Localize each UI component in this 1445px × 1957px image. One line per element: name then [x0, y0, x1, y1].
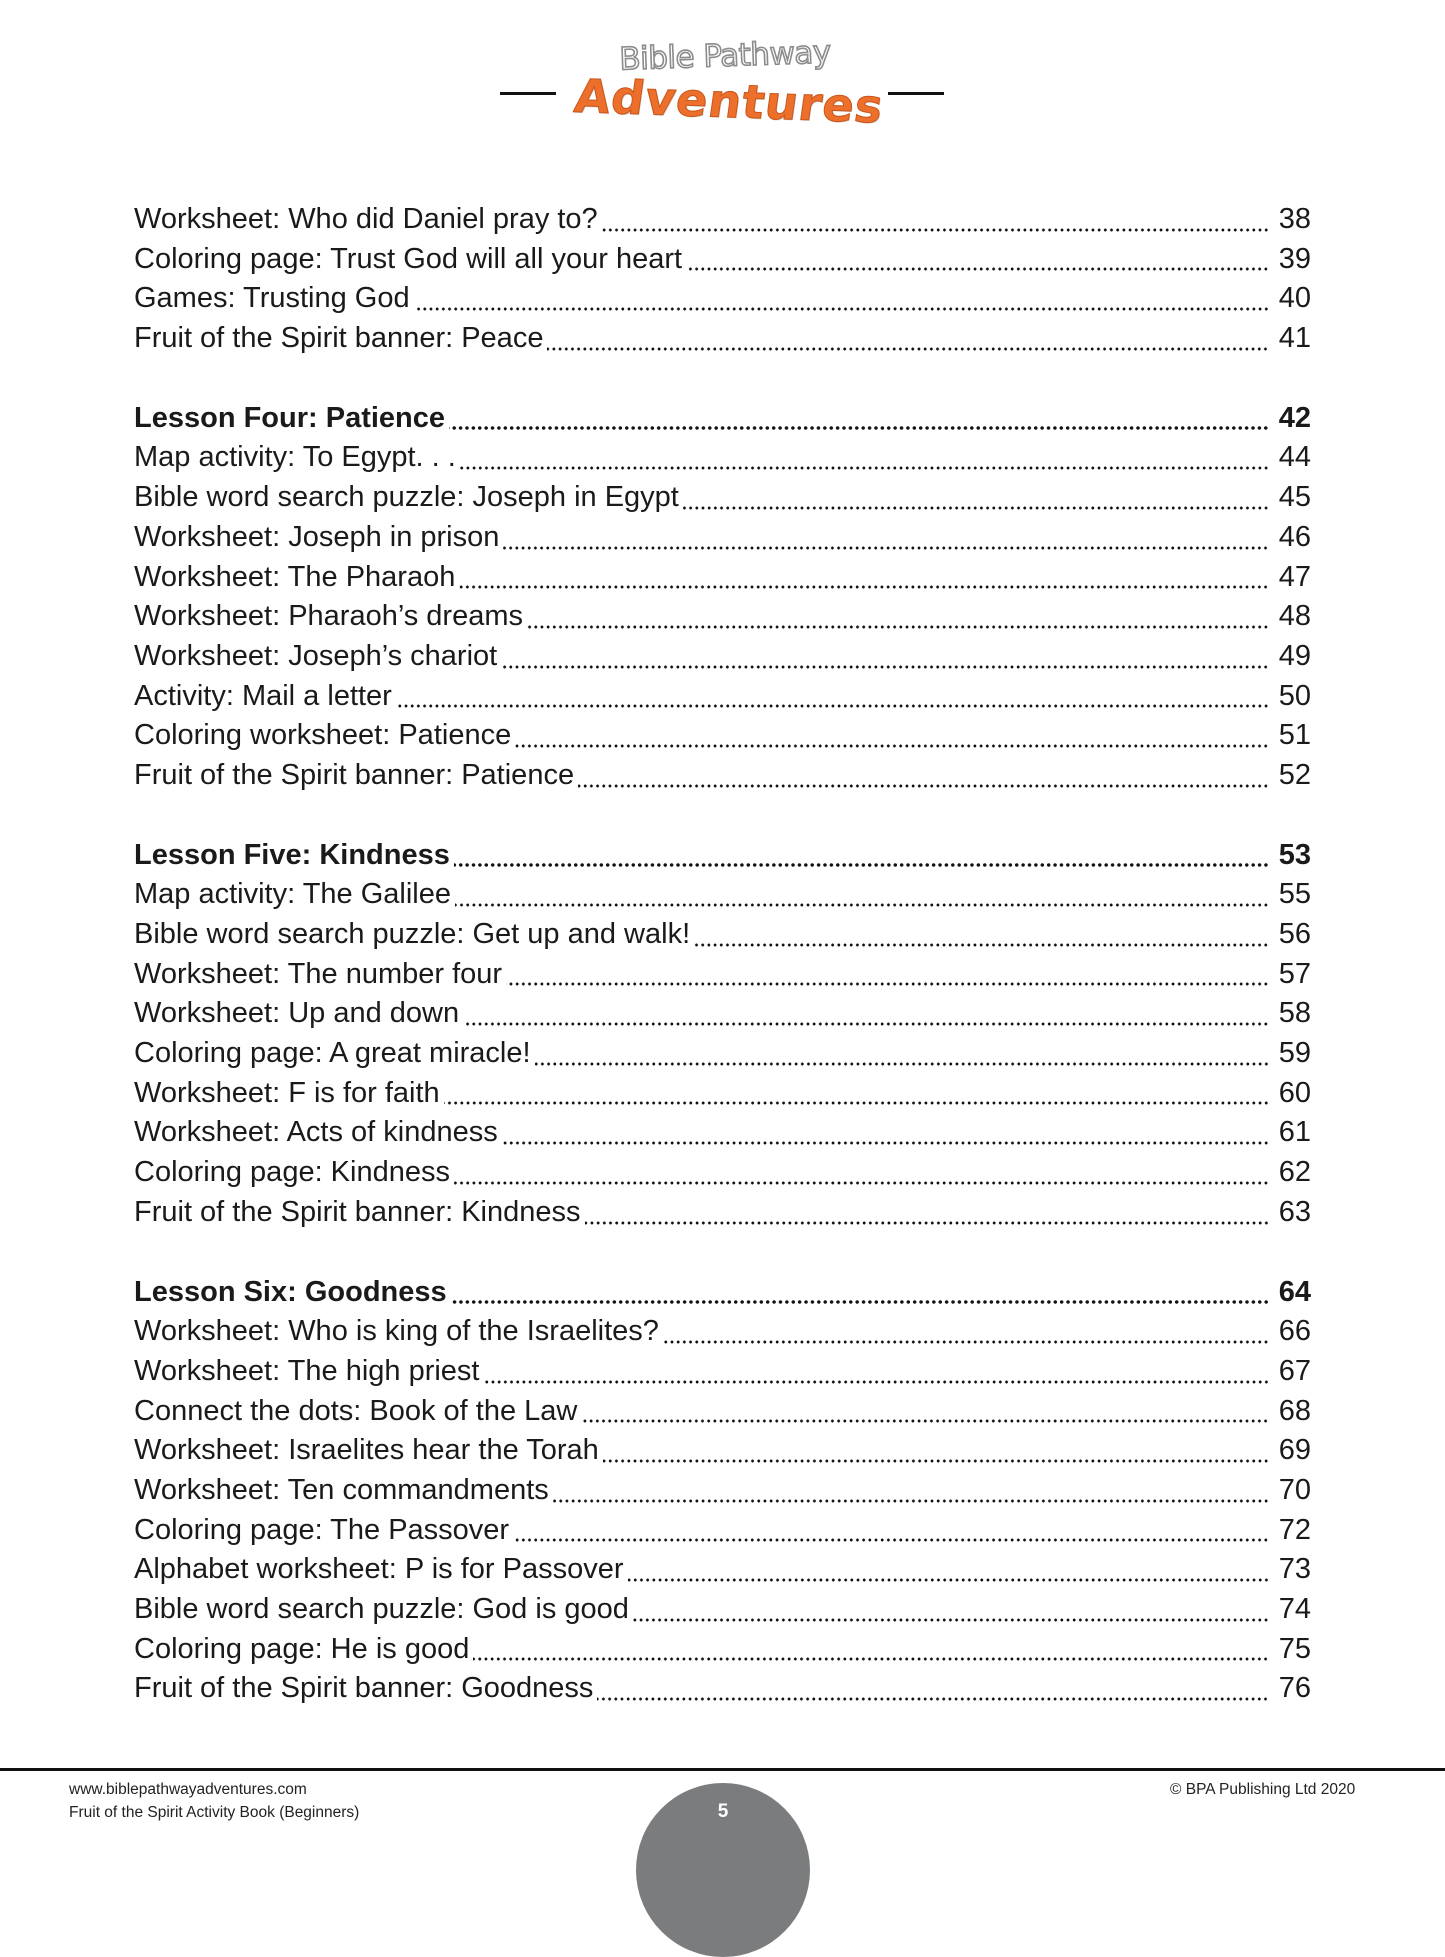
header-rule-left: [500, 92, 556, 95]
toc-entry-page: 74: [1278, 1593, 1311, 1625]
table-of-contents: [134, 200, 1311, 1709]
toc-entry[interactable]: [134, 1590, 1311, 1630]
toc-entry[interactable]: [134, 1352, 1311, 1392]
toc-entry-page: 52: [1278, 758, 1311, 791]
toc-entry-title: Worksheet: The Pharaoh: [134, 560, 456, 593]
toc-entry-page: 63: [1278, 1195, 1311, 1228]
dot-leader: [449, 426, 1269, 430]
toc-entry[interactable]: [134, 319, 1311, 359]
toc-entry[interactable]: [134, 716, 1311, 756]
toc-entry-title: Worksheet: Who is king of the Israelites?: [134, 1315, 659, 1348]
toc-entry[interactable]: [134, 438, 1311, 478]
toc-entry[interactable]: [134, 955, 1311, 995]
toc-entry-title: Worksheet: Pharaoh’s dreams: [134, 600, 524, 633]
toc-entry-page: 51: [1278, 719, 1311, 752]
dot-leader: [414, 307, 1269, 311]
toc-entry-title: Coloring page: Trust God will all your heart: [134, 242, 683, 275]
toc-entry[interactable]: [134, 1074, 1311, 1114]
toc-entry-title: Worksheet: Israelites hear the Torah: [134, 1434, 599, 1467]
toc-entry-title: Bible word search puzzle: Joseph in Egypt: [134, 481, 679, 514]
dot-leader: [463, 1022, 1269, 1026]
footer-copyright: © BPA Publishing Ltd 2020: [1170, 1781, 1356, 1798]
toc-entry-page: 41: [1278, 322, 1311, 355]
logo-text-top: Bible Pathway: [618, 34, 832, 78]
dot-leader: [444, 1101, 1269, 1105]
footer-rule: [0, 1768, 1445, 1771]
toc-entry-title: Coloring page: He is good: [134, 1632, 470, 1665]
dot-leader: [633, 1618, 1269, 1622]
toc-lesson-heading-kindness[interactable]: [134, 836, 1311, 876]
dot-leader: [602, 228, 1269, 232]
dot-leader: [454, 863, 1269, 867]
toc-entry[interactable]: [134, 677, 1311, 717]
toc-entry-title: Worksheet: The high priest: [134, 1354, 480, 1387]
toc-entry-page: 46: [1278, 520, 1311, 553]
toc-entry[interactable]: [134, 1471, 1311, 1511]
toc-entry-page: 49: [1278, 639, 1311, 672]
toc-entry[interactable]: [134, 994, 1311, 1034]
toc-entry[interactable]: [134, 1630, 1311, 1670]
dot-leader: [501, 665, 1269, 669]
section-spacer: [134, 359, 1311, 399]
toc-entry[interactable]: [134, 637, 1311, 677]
toc-entry[interactable]: [134, 1511, 1311, 1551]
toc-entry[interactable]: [134, 200, 1311, 240]
toc-entry-title: Fruit of the Spirit banner: Peace: [134, 322, 544, 355]
toc-entry-page: 38: [1278, 203, 1311, 235]
toc-entry-page: 62: [1278, 1156, 1311, 1189]
toc-entry[interactable]: [134, 597, 1311, 637]
toc-entry-title: Connect the dots: Book of the Law: [134, 1394, 578, 1427]
dot-leader: [502, 1141, 1269, 1145]
toc-entry-page: 45: [1278, 481, 1311, 514]
toc-entry-page: 58: [1278, 997, 1311, 1030]
toc-entry[interactable]: [134, 1392, 1311, 1432]
toc-entry[interactable]: [134, 1113, 1311, 1153]
toc-entry-page: 61: [1278, 1116, 1311, 1149]
dot-leader: [513, 1538, 1269, 1542]
toc-entry-title: Fruit of the Spirit banner: Kindness: [134, 1195, 581, 1228]
toc-entry[interactable]: [134, 279, 1311, 319]
dot-leader: [506, 982, 1269, 986]
toc-entry-page: 60: [1278, 1076, 1311, 1109]
footer-website-link[interactable]: www.biblepathwayadventures.com: [69, 1781, 307, 1798]
dot-leader: [451, 1300, 1269, 1304]
dot-leader: [460, 466, 1269, 470]
toc-entry-page: 57: [1278, 957, 1311, 990]
toc-entry-page: 68: [1278, 1394, 1311, 1427]
page-header: [0, 0, 1445, 140]
toc-entry[interactable]: [134, 756, 1311, 796]
toc-lesson-page: 53: [1278, 838, 1311, 871]
toc-entry-page: 75: [1278, 1632, 1311, 1665]
dot-leader: [686, 267, 1269, 271]
toc-entry[interactable]: [134, 1550, 1311, 1590]
toc-entry-page: 66: [1278, 1315, 1311, 1348]
logo-text-bottom: Adventures: [571, 68, 888, 134]
toc-entry-page: 55: [1278, 878, 1311, 911]
toc-entry-page: 50: [1278, 679, 1311, 712]
toc-entry-title: Bible word search puzzle: God is good: [134, 1593, 629, 1625]
dot-leader: [503, 546, 1269, 550]
toc-entry-title: Worksheet: Who did Daniel pray to?: [134, 203, 598, 235]
toc-entry-title: Worksheet: Joseph’s chariot: [134, 639, 498, 672]
bible-pathway-adventures-logo: [571, 34, 888, 134]
toc-entry-title: Fruit of the Spirit banner: Goodness: [134, 1672, 594, 1705]
dot-leader: [603, 1459, 1269, 1463]
dot-leader: [578, 784, 1269, 788]
toc-entry[interactable]: [134, 915, 1311, 955]
dot-leader: [683, 506, 1269, 510]
toc-lesson-title: Lesson Four: Patience: [134, 401, 446, 434]
footer-left: [69, 1778, 359, 1824]
toc-entry-page: 39: [1278, 242, 1311, 275]
dot-leader: [473, 1657, 1269, 1661]
toc-entry-title: Bible word search puzzle: Get up and walk!: [134, 918, 691, 950]
toc-entry-page: 69: [1278, 1434, 1311, 1467]
dot-leader: [484, 1380, 1270, 1384]
toc-entry-page: 44: [1278, 441, 1311, 474]
toc-entry-title: Coloring page: The Passover: [134, 1513, 510, 1546]
toc-entry-title: Coloring worksheet: Patience: [134, 719, 512, 752]
toc-entry-page: 72: [1278, 1513, 1311, 1546]
toc-entry[interactable]: [134, 1193, 1311, 1233]
page-number: 5: [717, 1801, 729, 1822]
toc-entry-page: 59: [1278, 1037, 1311, 1070]
toc-entry-page: 70: [1278, 1473, 1311, 1506]
page-number-badge: [636, 1783, 810, 1957]
dot-leader: [527, 625, 1269, 629]
toc-entry-title: Fruit of the Spirit banner: Patience: [134, 758, 575, 791]
toc-entry-title: Alphabet worksheet: P is for Passover: [134, 1553, 624, 1586]
toc-entry[interactable]: [134, 1153, 1311, 1193]
footer-book-title: Fruit of the Spirit Activity Book (Beginners): [69, 1804, 360, 1821]
toc-entry[interactable]: [134, 1431, 1311, 1471]
toc-entry-title: Worksheet: F is for faith: [134, 1076, 440, 1109]
toc-entry-page: 67: [1278, 1354, 1311, 1387]
toc-entry[interactable]: [134, 478, 1311, 518]
toc-entry[interactable]: [134, 240, 1311, 280]
dot-leader: [581, 1419, 1269, 1423]
dot-leader: [547, 347, 1269, 351]
dot-leader: [628, 1578, 1270, 1582]
toc-entry[interactable]: [134, 518, 1311, 558]
toc-entry-title: Map activity: To Egypt. . .: [134, 441, 456, 474]
toc-entry-title: Worksheet: The number four: [134, 957, 503, 990]
toc-entry-page: 40: [1278, 282, 1311, 315]
toc-entry-title: Map activity: The Galilee: [134, 878, 451, 911]
toc-entry[interactable]: [134, 1034, 1311, 1074]
dot-leader: [455, 903, 1269, 907]
toc-entry-title: Coloring page: A great miracle!: [134, 1037, 531, 1070]
dot-leader: [515, 744, 1269, 748]
toc-lesson-title: Lesson Five: Kindness: [134, 838, 450, 871]
toc-entry-page: 76: [1278, 1672, 1311, 1705]
toc-entry[interactable]: [134, 875, 1311, 915]
dot-leader: [396, 704, 1269, 708]
toc-lesson-heading-patience[interactable]: [134, 399, 1311, 439]
toc-entry-title: Worksheet: Ten commandments: [134, 1473, 549, 1506]
toc-entry[interactable]: [134, 558, 1311, 598]
toc-entry-title: Activity: Mail a letter: [134, 679, 392, 712]
toc-entry-title: Worksheet: Acts of kindness: [134, 1116, 498, 1149]
dot-leader: [597, 1697, 1269, 1701]
dot-leader: [535, 1062, 1269, 1066]
toc-lesson-page: 64: [1278, 1275, 1311, 1308]
toc-entry-title: Games: Trusting God: [134, 282, 410, 315]
toc-entry-title: Coloring page: Kindness: [134, 1156, 450, 1189]
toc-entry-page: 48: [1278, 600, 1311, 633]
toc-lesson-heading-goodness[interactable]: [134, 1273, 1311, 1313]
dot-leader: [454, 1181, 1269, 1185]
dot-leader: [553, 1499, 1269, 1503]
toc-lesson-page: 42: [1278, 401, 1311, 434]
dot-leader: [694, 943, 1269, 947]
toc-lesson-title: Lesson Six: Goodness: [134, 1275, 447, 1308]
header-rule-right: [888, 92, 944, 95]
toc-entry-title: Worksheet: Up and down: [134, 997, 460, 1030]
dot-leader: [663, 1340, 1269, 1344]
toc-entry-page: 73: [1278, 1553, 1311, 1586]
section-spacer: [134, 796, 1311, 836]
toc-entry-page: 56: [1278, 918, 1311, 950]
dot-leader: [459, 585, 1269, 589]
section-spacer: [134, 1233, 1311, 1273]
toc-entry[interactable]: [134, 1312, 1311, 1352]
toc-entry-page: 47: [1278, 560, 1311, 593]
toc-entry-title: Worksheet: Joseph in prison: [134, 520, 500, 553]
dot-leader: [585, 1221, 1269, 1225]
toc-entry[interactable]: [134, 1669, 1311, 1709]
